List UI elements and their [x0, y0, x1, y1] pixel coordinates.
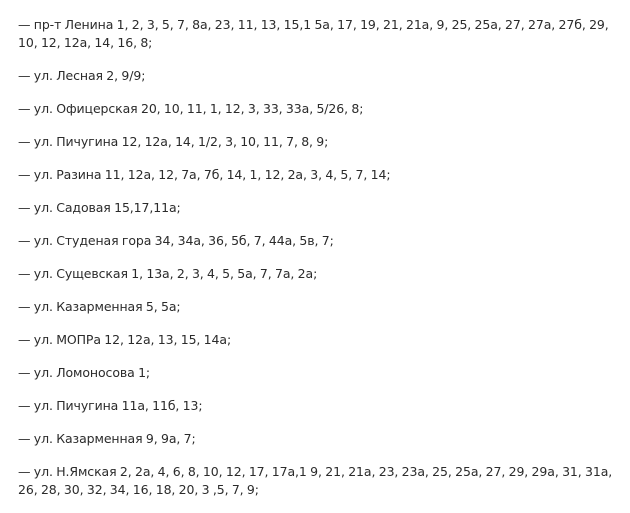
address-item-lesnaya: — ул. Лесная 2, 9/9; [18, 68, 146, 83]
address-item-sushchevskaya: — ул. Сущевская 1, 13а, 2, 3, 4, 5, 5а, 7, 7а, 2а; [18, 266, 318, 281]
address-item-kazarmennaya-2: — ул. Казарменная 9, 9а, 7; [18, 431, 196, 446]
address-item-mopra: — ул. МОПРа 12, 12а, 13, 15, 14а; [18, 332, 232, 347]
address-item-pichugina: — ул. Пичугина 12, 12а, 14, 1/2, 3, 10, 11, 7, 8, 9; [18, 134, 329, 149]
address-item-kazarmennaya: — ул. Казарменная 5, 5а; [18, 299, 181, 314]
address-item-razina: — ул. Разина 11, 12а, 12, 7а, 7б, 14, 1, 12, 2а, 3, 4, 5, 7, 14; [18, 167, 391, 182]
address-item-studenaya-gora: — ул. Студеная гора 34, 34а, 36, 5б, 7, 44а, 5в, 7; [18, 233, 334, 248]
address-item-lenina: — пр-т Ленина 1, 2, 3, 5, 7, 8а, 23, 11, 13, 15,1 5а, 17, 19, 21, 21а, 9, 25, 25а, 27, 27а, 27б, 29, 10, 12, 12а, 14, 16, 8; [18, 17, 609, 50]
address-item-oficerskaya: — ул. Офицерская 20, 10, 11, 1, 12, 3, 33, 33а, 5/26, 8; [18, 101, 364, 116]
address-item-pichugina-2: — ул. Пичугина 11а, 11б, 13; [18, 398, 203, 413]
address-item-sadovaya: — ул. Садовая 15,17,11а; [18, 200, 181, 215]
address-item-n-yamskaya: — ул. Н.Ямская 2, 2а, 4, 6, 8, 10, 12, 17, 17а,1 9, 21, 21а, 23, 23а, 25, 25а, 27, 29, 29а, 31, 31а, 26, 28, 30, 32, 34, 16, 18, 20, 3 ,5, 7, 9; [18, 464, 613, 497]
address-item-lomonosova: — ул. Ломоносова 1; [18, 365, 151, 380]
